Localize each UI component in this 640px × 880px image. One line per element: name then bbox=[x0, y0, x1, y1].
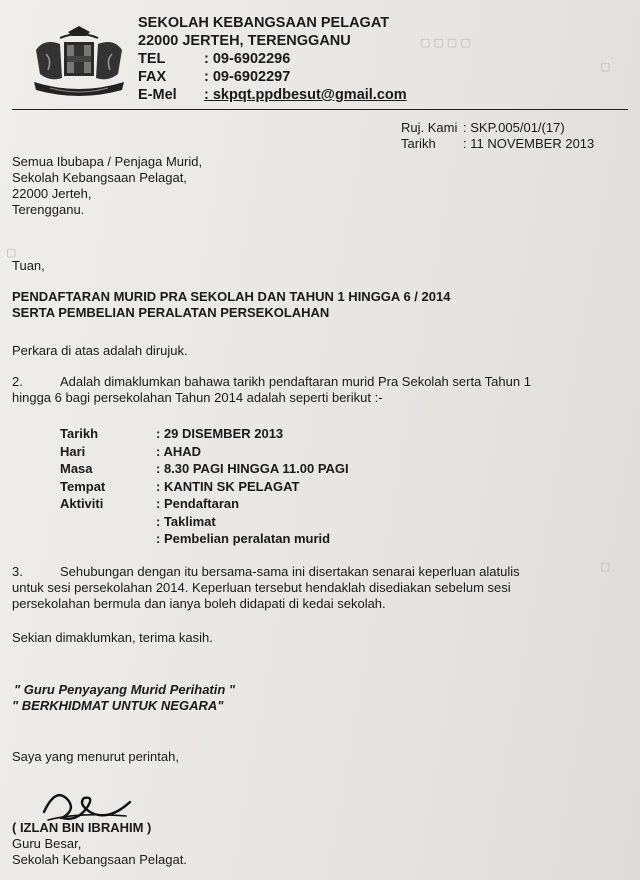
contact-label: E-Mel bbox=[138, 87, 177, 103]
paragraph-text: hingga 6 bagi persekolahan Tahun 2014 adalah seperti berikut :- bbox=[12, 390, 383, 405]
recipient-line: 22000 Jerteh, bbox=[12, 186, 92, 201]
paragraph-text: Adalah dimaklumkan bahawa tarikh pendaftaran murid Pra Sekolah serta Tahun 1 bbox=[60, 374, 531, 389]
detail-label bbox=[60, 530, 156, 548]
detail-label: Tarikh bbox=[60, 426, 99, 441]
ref-label: Tarikh bbox=[401, 136, 436, 151]
bleed-through-text: ▢ bbox=[6, 247, 17, 259]
paragraph-number: 2. bbox=[12, 374, 23, 389]
subject-line: PENDAFTARAN MURID PRA SEKOLAH DAN TAHUN 1 HINGGA 6 / 2014 bbox=[12, 289, 451, 304]
paragraph-2 bbox=[12, 374, 626, 406]
detail-value: : AHAD bbox=[156, 443, 202, 459]
detail-label: Masa bbox=[60, 461, 93, 476]
signatory-school: Sekolah Kebangsaan Pelagat. bbox=[12, 852, 187, 867]
letterhead bbox=[138, 14, 407, 104]
contact-email bbox=[138, 86, 407, 104]
recipient-line: Semua Ibubapa / Penjaga Murid, bbox=[12, 154, 203, 169]
detail-row bbox=[60, 478, 349, 496]
paragraph-number: 3. bbox=[12, 564, 23, 579]
recipient-address bbox=[12, 154, 202, 218]
letter-date bbox=[401, 136, 594, 152]
reference-number bbox=[401, 120, 594, 136]
contact-value: : 09-6902296 bbox=[204, 51, 291, 67]
detail-row bbox=[60, 443, 349, 461]
bleed-through-text: ▢ bbox=[600, 61, 611, 73]
detail-value: : KANTIN SK PELAGAT bbox=[156, 478, 300, 494]
signatory-name: ( IZLAN BIN IBRAHIM ) bbox=[12, 820, 152, 835]
header-divider bbox=[12, 109, 628, 110]
signatory-block bbox=[12, 820, 187, 868]
detail-row bbox=[60, 530, 349, 548]
recipient-line: Terengganu. bbox=[12, 202, 85, 217]
closing-line: Sekian dimaklumkan, terima kasih. bbox=[12, 630, 213, 645]
contact-tel bbox=[138, 50, 407, 68]
detail-row bbox=[60, 495, 349, 513]
detail-label: Tempat bbox=[60, 478, 106, 494]
paragraph-text: untuk sesi persekolahan 2014. Keperluan tersebut hendaklah disediakan sebelum sesi bbox=[12, 580, 511, 595]
email-address: : skpqt.ppdbesut@gmail.com bbox=[204, 87, 407, 103]
contact-label: TEL bbox=[138, 51, 166, 67]
intro-paragraph: Perkara di atas adalah dirujuk. bbox=[12, 343, 188, 358]
motto-block bbox=[12, 682, 235, 714]
detail-row bbox=[60, 425, 349, 443]
ref-value: : SKP.005/01/(17) bbox=[463, 120, 565, 135]
motto-line: " BERKHIDMAT UNTUK NEGARA" bbox=[12, 698, 224, 713]
subject-line: SERTA PEMBELIAN PERALATAN PERSEKOLAHAN bbox=[12, 305, 330, 320]
motto-line: " Guru Penyayang Murid Perihatin " bbox=[14, 682, 236, 697]
reference-block bbox=[401, 120, 594, 152]
salutation: Tuan, bbox=[12, 258, 45, 273]
school-name: SEKOLAH KEBANGSAAN PELAGAT bbox=[138, 15, 390, 31]
contact-fax bbox=[138, 68, 407, 86]
detail-row bbox=[60, 513, 349, 531]
recipient-line: Sekolah Kebangsaan Pelagat, bbox=[12, 170, 187, 185]
paragraph-text: persekolahan bermula dan ianya boleh didapati di kedai sekolah. bbox=[12, 596, 386, 611]
paragraph-text: Sehubungan dengan itu bersama-sama ini disertakan senarai keperluan alatulis bbox=[60, 564, 520, 579]
detail-value: : 29 DISEMBER 2013 bbox=[156, 426, 284, 441]
sign-off: Saya yang menurut perintah, bbox=[12, 749, 179, 764]
signatory-title: Guru Besar, bbox=[12, 836, 82, 851]
malaysia-coat-of-arms-icon bbox=[30, 24, 128, 100]
detail-row bbox=[60, 460, 349, 478]
detail-value: : 8.30 PAGI HINGGA 11.00 PAGI bbox=[156, 461, 349, 476]
ref-label: Ruj. Kami bbox=[401, 120, 458, 135]
registration-details bbox=[60, 425, 349, 548]
detail-value: : Pembelian peralatan murid bbox=[156, 531, 331, 546]
paragraph-3 bbox=[12, 564, 626, 612]
contact-value: : 09-6902297 bbox=[204, 69, 291, 85]
bleed-through-text: ▢ ▢ ▢ ▢ bbox=[420, 37, 471, 49]
detail-value: : Pendaftaran bbox=[156, 496, 240, 511]
detail-value: : Taklimat bbox=[156, 513, 216, 529]
detail-label bbox=[60, 513, 156, 531]
letter-subject bbox=[12, 289, 450, 321]
bleed-through-text: ▢ bbox=[600, 561, 611, 573]
ref-value: : 11 NOVEMBER 2013 bbox=[463, 136, 595, 151]
contact-label: FAX bbox=[138, 69, 167, 85]
detail-label: Hari bbox=[60, 443, 86, 459]
school-address: 22000 JERTEH, TERENGGANU bbox=[138, 33, 351, 49]
detail-label: Aktiviti bbox=[60, 496, 104, 511]
